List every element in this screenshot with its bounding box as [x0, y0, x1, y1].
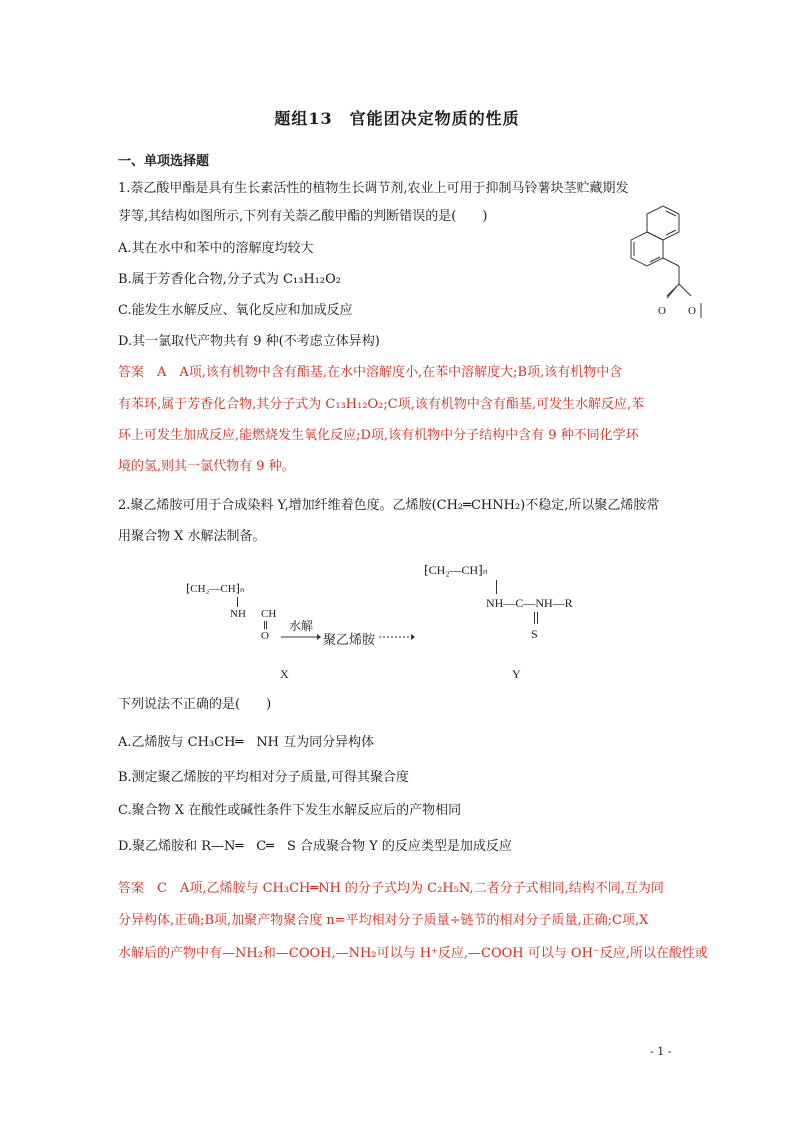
q2-stem-line1: 2.聚乙烯胺可用于合成染料 Y,增加纤维着色度。乙烯胺(CH₂═CHNH₂)不稳定,所以聚乙烯胺常	[118, 498, 660, 513]
q1-option-d: D.其一氯取代产物共有 9 种(不考虑立体异构)	[118, 334, 380, 349]
q1-answer-line4: 境的氢,则其一氯代物有 9 种。	[118, 459, 295, 474]
reaction-arrow	[281, 633, 321, 641]
naphthyl-acetate-structure	[625, 200, 715, 330]
q2-answer-line1: 答案 C A项,乙烯胺与 CH₃CH═NH 的分子式均为 C₂H₅N,二者分子式相同,结构不同,互为同	[118, 881, 664, 896]
q1-answer-line3: 环上可发生加成反应,能燃烧发生氧化反应;D项,该有机物中分子结构中含有 9 种不同化学环	[118, 428, 639, 443]
q1-option-c: C.能发生水解反应、氧化反应和加成反应	[118, 303, 353, 318]
q1-answer-line1: 答案 A A项,该有机物中含有酯基,在水中溶解度小,在苯中溶解度大;B项,该有机物中含	[118, 365, 623, 380]
q2-option-b: B.测定聚乙烯胺的平均相对分子质量,可得其聚合度	[118, 770, 409, 785]
q1-stem-line2: 芽等,其结构如图所示,下列有关萘乙酸甲酯的判断错误的是( )	[118, 209, 488, 224]
q1-stem-line1: 1.萘乙酸甲酯是具有生长素活性的植物生长调节剂,农业上可用于抑制马铃薯块茎贮藏期发	[118, 181, 629, 196]
structure-ester-oxygen: O	[688, 305, 696, 317]
q2-answer-line2: 分异构体,正确;B项,加聚产物聚合度 n=平均相对分子质量÷链节的相对分子质量,正确;C项,X	[118, 913, 649, 928]
q2-stem-line2: 用聚合物 X 水解法制备。	[118, 529, 266, 544]
polymer-y-chain: ⁅CH₂—CH⁆ₙ	[424, 563, 488, 577]
polymer-x-chain: ⁅CH₂—CH⁆ₙ	[186, 583, 245, 595]
polymer-y-bond2	[534, 612, 535, 624]
page-number: - 1 -	[650, 1045, 672, 1058]
polymer-x-bond2	[264, 621, 265, 629]
polymer-x-bond3	[266, 621, 267, 629]
reaction-arrow-2	[379, 633, 415, 641]
label-y: Y	[512, 667, 521, 681]
q2-answer-line3: 水解后的产物中有—NH₂和—COOH,—NH₂可以与 H⁺反应,—COOH 可以与 OH⁻反应,所以在酸性或	[118, 946, 708, 961]
q2-option-d: D.聚乙烯胺和 R—N═ C═ S 合成聚合物 Y 的反应类型是加成反应	[118, 839, 512, 854]
label-x: X	[280, 667, 289, 681]
polymer-x-ch: CH	[261, 608, 277, 620]
polymer-x-oxygen: O	[261, 630, 269, 642]
q2-option-a: A.乙烯胺与 CH₃CH═ NH 互为同分异构体	[118, 735, 375, 750]
polymer-x-nh: NH	[230, 608, 246, 620]
q1-option-b: B.属于芳香化合物,分子式为 C₁₃H₁₂O₂	[118, 272, 341, 287]
q1-option-a: A.其在水中和苯中的溶解度均较大	[118, 241, 314, 256]
arrow-label: 水解	[289, 619, 314, 633]
structure-carbonyl-oxygen: O	[658, 305, 666, 317]
polymer-y-sulfur: S	[531, 627, 538, 641]
polymer-x-bond1	[237, 597, 238, 607]
product-polyvinylamine: 聚乙烯胺	[323, 633, 376, 648]
q2-option-c: C.聚合物 X 在酸性或碱性条件下发生水解反应后的产物相同	[118, 803, 462, 818]
q2-question: 下列说法不正确的是( )	[118, 697, 272, 712]
page-title: 题组13 官能团决定物质的性质	[274, 109, 520, 128]
polymer-y-thiourea: NH—C—NH—R	[486, 596, 573, 610]
section-heading: 一、单项选择题	[118, 154, 210, 169]
polymer-y-bond1	[496, 580, 497, 594]
q1-answer-line2: 有苯环,属于芳香化合物,其分子式为 C₁₃H₁₂O₂;C项,该有机物中含有酯基,可发生水解反应,苯	[118, 397, 645, 412]
polymer-y-bond3	[537, 612, 538, 624]
